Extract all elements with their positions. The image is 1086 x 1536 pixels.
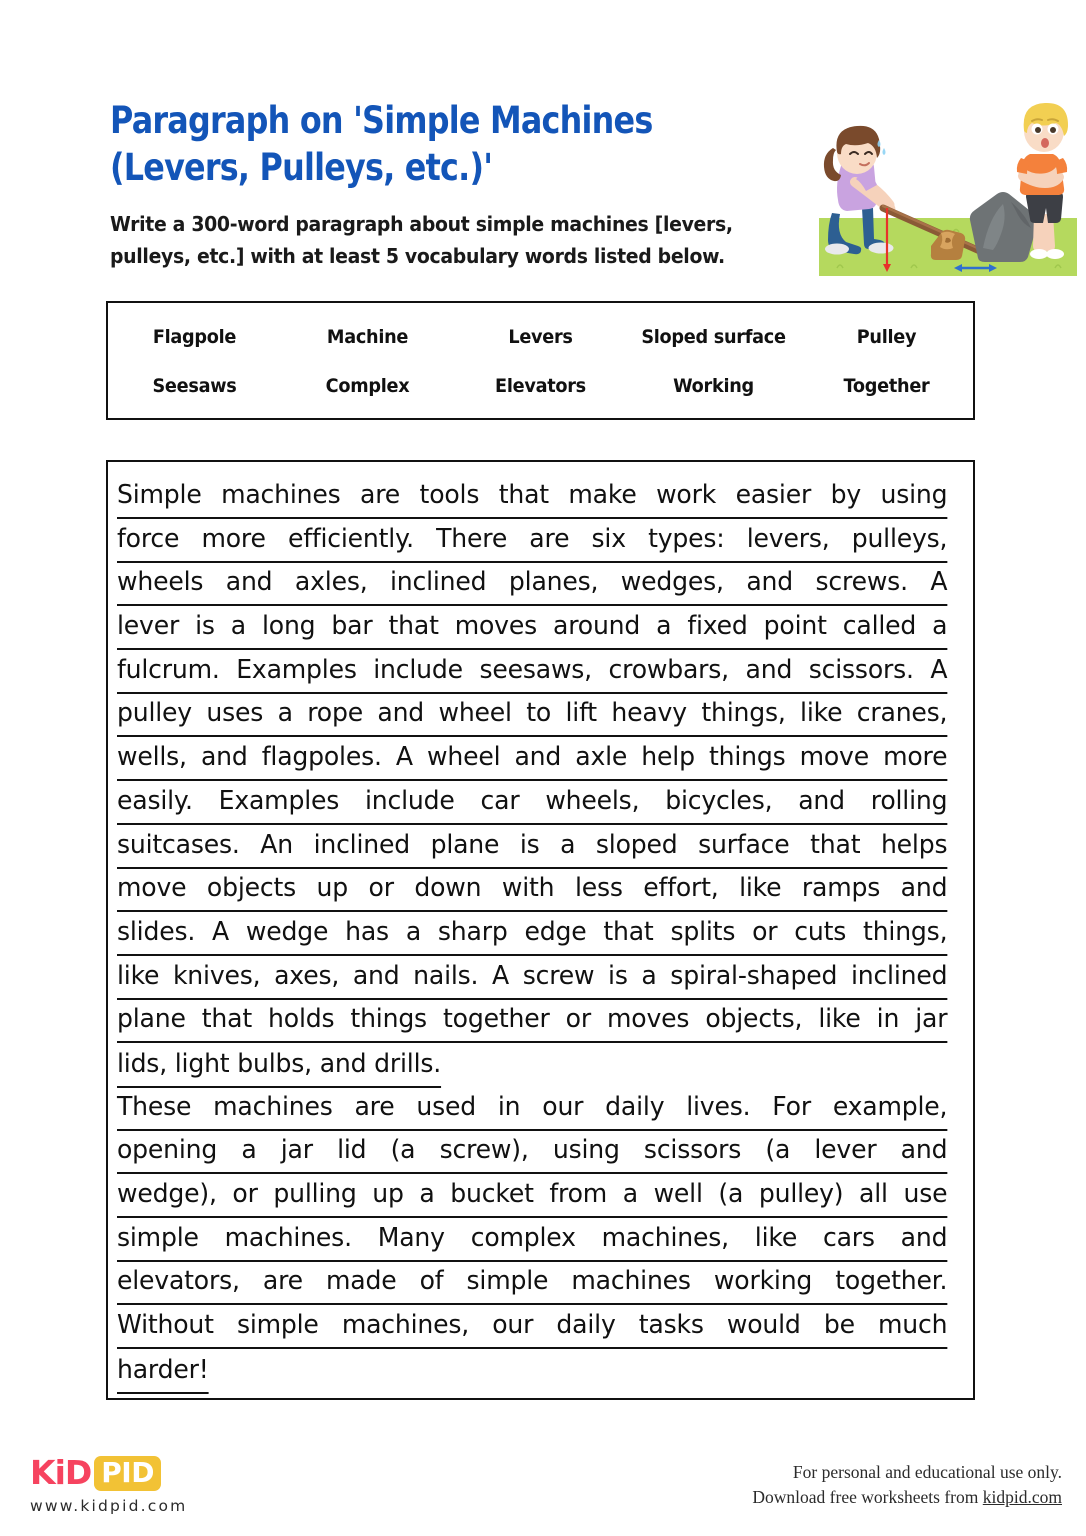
answer-line: [117, 693, 951, 737]
answer-paragraph: [108, 462, 973, 1392]
footer-note-line2: [752, 1485, 1062, 1510]
answer-line-text: plane that holds things together or moves objects, like in jar: [117, 999, 947, 1043]
answer-line: [117, 737, 951, 781]
answer-line-text: pulley uses a rope and wheel to lift heavy things, like cranes,: [117, 693, 947, 737]
kidpid-link[interactable]: kidpid.com: [982, 1487, 1062, 1507]
answer-line: [117, 562, 951, 606]
vocabulary-word: Machine: [326, 325, 409, 348]
answer-line: [117, 956, 951, 1000]
answer-line: [117, 1349, 951, 1393]
answer-line: [117, 1087, 951, 1131]
vocabulary-word: Pulley: [856, 325, 917, 348]
answer-line-text: wheels and axles, inclined planes, wedges, and screws. A: [117, 562, 947, 606]
answer-line-text: force more efficiently. There are six types: levers, pulleys,: [117, 519, 947, 563]
answer-line: [117, 1174, 951, 1218]
answer-line: [117, 781, 951, 825]
answer-line: [117, 519, 951, 563]
answer-line-text: Simple machines are tools that make work easier by using: [117, 475, 947, 519]
answer-line: [117, 999, 951, 1043]
answer-line-text: Without simple machines, our daily tasks would be much: [117, 1305, 947, 1349]
answer-line-text: lever is a long bar that moves around a fixed point called a: [117, 606, 947, 650]
vocabulary-word: Seesaws: [152, 374, 237, 397]
answer-line-text: fulcrum. Examples include seesaws, crowbars, and scissors. A: [117, 650, 947, 694]
answer-line: [117, 650, 951, 694]
vocabulary-word: Together: [843, 374, 930, 397]
logo-website-url: www.kidpid.com: [30, 1497, 188, 1515]
answer-line: [117, 1218, 951, 1262]
page-title: Paragraph on 'Simple Machines (Levers, Pulleys, etc.)': [110, 99, 653, 189]
vocabulary-word: Complex: [325, 374, 410, 397]
answer-line-text: move objects up or down with less effort, like ramps and: [117, 868, 947, 912]
vocabulary-row: [108, 312, 973, 361]
answer-line-text: simple machines. Many complex machines, like cars and: [117, 1218, 947, 1262]
worksheet-header: [0, 0, 1086, 290]
vocabulary-word-box: [106, 301, 975, 420]
answer-writing-box[interactable]: [106, 460, 975, 1400]
footer-usage-note: [752, 1460, 1062, 1510]
answer-line: [117, 868, 951, 912]
vocabulary-word: Flagpole: [152, 325, 237, 348]
vocabulary-word: Sloped surface: [641, 325, 786, 348]
answer-line: [117, 1130, 951, 1174]
answer-line-text: These machines are used in our daily lives. For example,: [117, 1087, 947, 1131]
answer-line: [117, 1043, 951, 1087]
answer-line-text: wedge), or pulling up a bucket from a well (a pulley) all use: [117, 1174, 947, 1218]
footer-note-line1: For personal and educational use only.: [792, 1462, 1062, 1482]
logo-kid-text: KiD: [30, 1453, 92, 1492]
vocabulary-word: Elevators: [495, 374, 586, 397]
worksheet-footer: [0, 1436, 1086, 1536]
answer-line: [117, 1261, 951, 1305]
logo-pid-text: PID: [94, 1456, 161, 1491]
footer-note-prefix: Download free worksheets from: [752, 1487, 983, 1507]
vocabulary-word: Working: [673, 374, 754, 397]
answer-line-text: wells, and flagpoles. A wheel and axle help things move more: [117, 737, 947, 781]
answer-line-text: elevators, are made of simple machines working together.: [117, 1261, 947, 1305]
answer-line: [117, 606, 951, 650]
lever-illustration: [815, 96, 1077, 280]
instruction-text: Write a 300-word paragraph about simple machines [levers, pulleys, etc.] with at least 5 vocabulary words listed below.: [110, 212, 733, 268]
answer-line: [117, 912, 951, 956]
answer-line-text: harder!: [117, 1350, 209, 1394]
vocabulary-word: Levers: [508, 325, 573, 348]
vocabulary-row: [108, 361, 973, 410]
answer-line: [117, 1305, 951, 1349]
logo-mark: [30, 1454, 230, 1492]
answer-line-text: like knives, axes, and nails. A screw is a spiral-shaped inclined: [117, 956, 947, 1000]
answer-line-text: slides. A wedge has a sharp edge that splits or cuts things,: [117, 912, 947, 956]
kidpid-logo: [30, 1454, 230, 1516]
answer-line-text: opening a jar lid (a screw), using scissors (a lever and: [117, 1130, 947, 1174]
answer-line-text: suitcases. An inclined plane is a sloped surface that helps: [117, 825, 947, 869]
answer-line-text: easily. Examples include car wheels, bicycles, and rolling: [117, 781, 947, 825]
answer-line-text: lids, light bulbs, and drills.: [117, 1044, 441, 1088]
answer-line: [117, 825, 951, 869]
answer-line: [117, 475, 951, 519]
